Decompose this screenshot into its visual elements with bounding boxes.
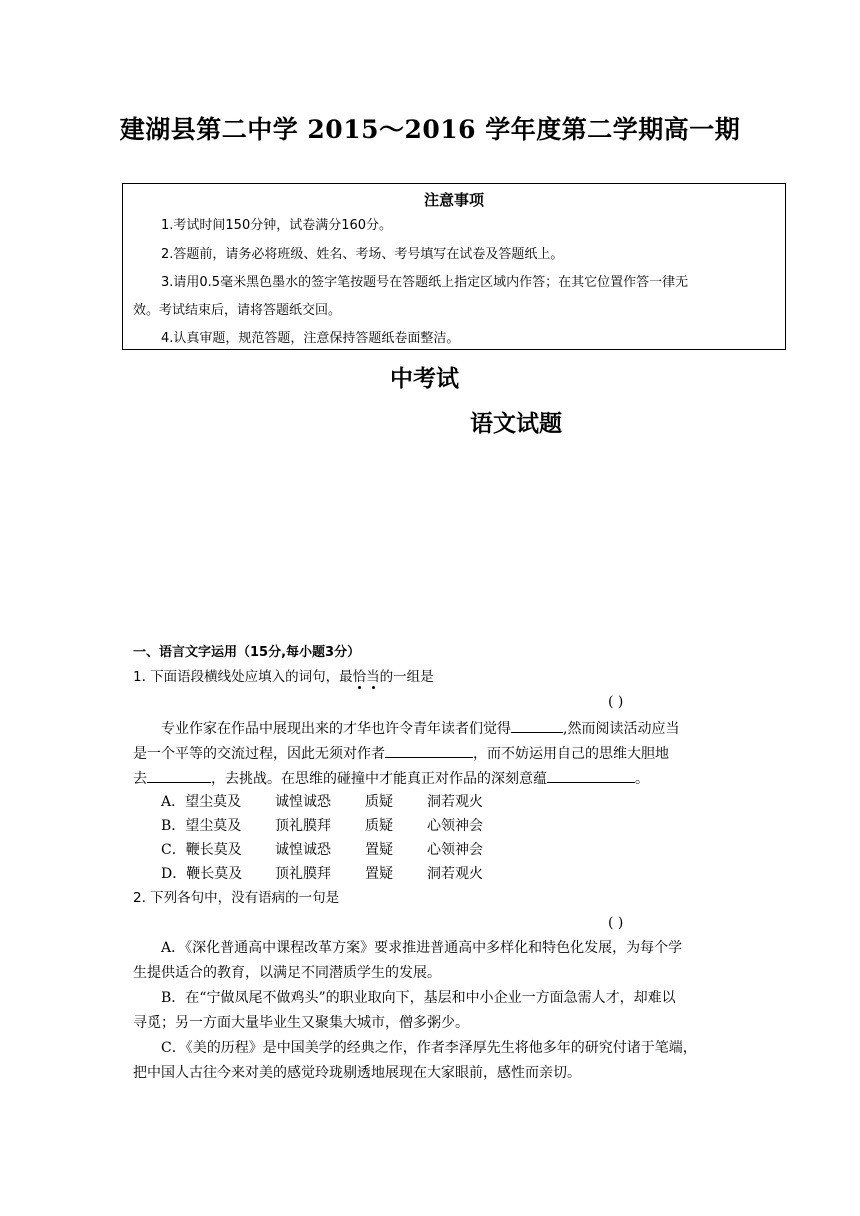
notice-item: 效。考试结束后，请将答题纸交回。 <box>133 303 342 318</box>
q1-option-c: C．鞭长莫及 诚惶诚恐 置疑 心领神会 <box>161 842 483 858</box>
q1-option-b: B．望尘莫及 顶礼膜拜 质疑 心领神会 <box>161 818 483 834</box>
q1-stem <box>133 667 434 687</box>
exam-subtitle-2: 语文试题 <box>470 410 562 437</box>
q2-option-c-line-1: C．《美的历程》是中国美学的经典之作，作者李泽厚先生将他多年的研究付诸于笔端， <box>161 1040 697 1056</box>
notice-item: 3.请用0.5毫米黑色墨水的签字笔按题号在答题纸上指定区域内作答；在其它位置作答一律无 <box>161 275 689 290</box>
notice-box <box>122 183 786 350</box>
answer-blank <box>547 767 635 783</box>
section-heading: 一、语言文字运用（15分,每小题3分） <box>133 645 361 660</box>
q2-option-b-line-1: B．在“宁做凤尾不做鸡头”的职业取向下，基层和中小企业一方面急需人才，却难以 <box>161 990 676 1006</box>
notice-title: 注意事项 <box>423 191 484 209</box>
q1-passage-line-1: 专业作家在作品中展现出来的才华也许令青年读者们觉得 ,然而阅读活动应当 <box>161 717 679 739</box>
q1-stem-b: 的一组是 <box>379 669 434 685</box>
exam-subtitle-1: 中考试 <box>390 365 459 392</box>
q2-option-b-line-2: 寻觅；另一方面大量毕业生又聚集大城市，僧多粥少。 <box>133 1015 469 1031</box>
q1-stem-a: 1. 下面语段横线处应填入的词句，最 <box>133 669 353 685</box>
q1-passage-line-3: 去 ，去挑战。在思维的碰撞中才能真正对作品的深刻意蕴 。 <box>133 767 649 789</box>
notice-item: 1.考试时间150分钟，试卷满分160分。 <box>161 218 393 233</box>
q2-stem: 2. 下列各句中，没有语病的一句是 <box>133 890 340 906</box>
q1-stem-emphasis: 恰当 <box>353 669 380 685</box>
q1-passage-line-2: 是一个平等的交流过程，因此无须对作者 ，而不妨运用自己的思维大胆地 <box>133 742 669 764</box>
q1-option-a: A．望尘莫及 诚惶诚恐 质疑 洞若观火 <box>161 794 483 810</box>
answer-blank <box>147 767 211 783</box>
q2-answer-paren: ( ) <box>608 915 624 931</box>
q1-option-d: D．鞭长莫及 顶礼膜拜 置疑 洞若观火 <box>161 866 483 882</box>
exam-title: 建湖县第二中学 2015～2016 学年度第二学期高一期 <box>119 115 741 144</box>
q2-option-a-line-1: A．《深化普通高中课程改革方案》要求推进普通高中多样化和特色化发展，为每个学 <box>161 940 683 956</box>
q2-option-a-line-2: 生提供适合的教育，以满足不同潜质学生的发展。 <box>133 965 441 981</box>
q1-answer-paren: ( ) <box>608 694 624 710</box>
answer-blank <box>385 742 473 758</box>
q2-option-c-line-2: 把中国人古往今来对美的感觉玲珑剔透地展现在大家眼前，感性而亲切。 <box>133 1065 581 1081</box>
notice-item: 4.认真审题，规范答题，注意保持答题纸卷面整洁。 <box>161 331 460 346</box>
notice-item: 2.答题前，请务必将班级、姓名、考场、考号填写在试卷及答题纸上。 <box>161 247 564 262</box>
answer-blank <box>511 717 563 733</box>
